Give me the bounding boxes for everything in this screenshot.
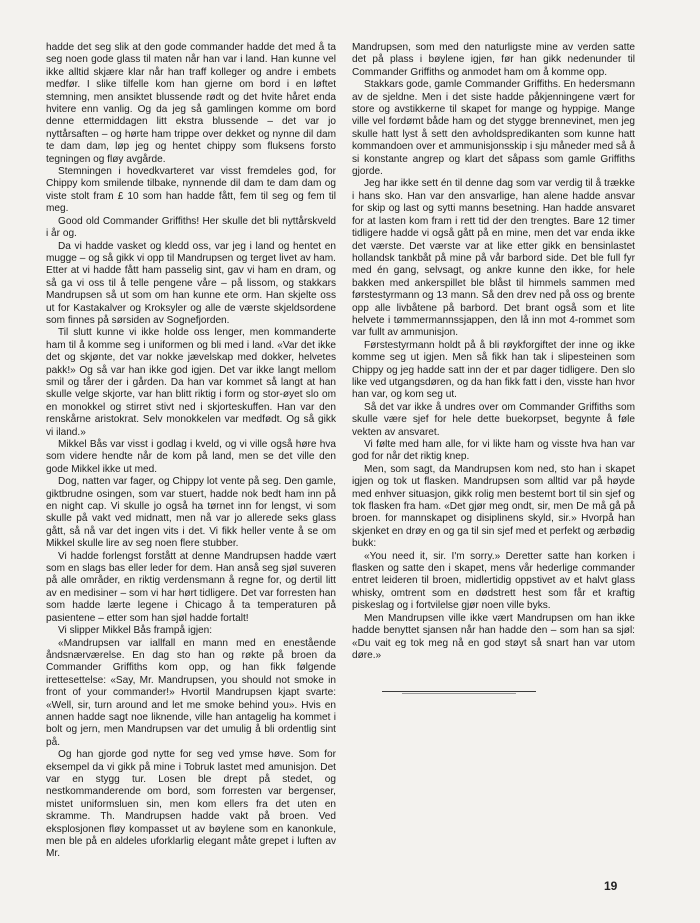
page-number: 19 (604, 879, 618, 893)
left-text-column (46, 42, 336, 861)
paragraph: Vi slipper Mikkel Bås frampå igjen: (58, 625, 213, 637)
paragraph: «Mandrupsen var iallfall en mann med en enestående åndsnærværelse. En dag sto han og røkte på broen da Commander Griffiths kom opp, og han fikk følgende irettesettelse: «Say, Mr. Mandrupsen, you should not smoke in front of your commander!» Hvortil Mandrupsen kjapt svarte: «Well, sir, turn around and let me smoke behind you». Hvis en annen hadde sagt noe liknende, ville han antagelig ha kommet i bolt og jern, men Mandrupsen var det umulig å bli ordentlig sint på. (46, 637, 336, 748)
paragraph: Da vi hadde vasket og kledd oss, var jeg i land og hentet en mugge – og så gikk vi opp til Mandrupsen og terget livet av ham. Etter at vi hadde fått ham passelig sint, gav vi ham en dram, og så ga vi oss til å telle pengene våre – på lissom, og stakkars Mandrupsen så ut som om han kunne ete orm. Han skjelte oss ut for Kastakalver og Kroksyler og alle de værste skjeldsordene som finnes på sørsiden av Sognefjorden. (46, 240, 336, 326)
paragraph: Jeg har ikke sett én til denne dag som var verdig til å trække i hans sko. Han var den ansvarlige, han alene hadde ansvar for skip og last og sytti manns besetning. Han hadde ansvaret for at lasten kom fram i rett tid der den trengtes. Bare 12 timer tidligere hadde vi også gått på en mine, men det var enda ikke det værste. Det værste var at like etter gikk en bensinlastet hollandsk tankbåt på mine på vår barbord side. Det ble full fyr med én gang, selvsagt, og ankre kunne den ikke, for hele bakken med ankerspillet ble blåst til himmels sammen med førstestyrmann og 13 mann. Så den drev ned på oss og brente opp alle livbåtene på barbord. Det brant også som et lite helvete i tømmermannssjappen, den lå inn mot 4-rommet som var fullt av ammunisjon. (352, 178, 635, 339)
paragraph: «You need it, sir. I'm sorry.» Deretter satte han korken i flasken og satte den i skapet, mens vår hederlige commander entret leideren til broen, midlertidig oppstivet av et halvt glass whisky, omtrent som en dødstrett hest som får et kraftig piskeslag og i fortvilelse gjør noen ville byks. (352, 550, 635, 612)
paragraph: Good old Commander Griffiths! Her skulle det bli nyttårskveld i år og. (46, 215, 336, 240)
paragraph: Men, som sagt, da Mandrupsen kom ned, sto han i skapet igjen og tok ut flasken. Mandrupsen som alltid var på høyde med enhver situasjon, gikk rolig men bestemt bort til sin sjef og tok flasken fra ham. «Det gjør meg ondt, sir, men De må gå på broen. for mannskapet og disiplinens skyld, sir.» Hvorpå han skjenket en drøy en og ga til sin sjef med et perfekt og ærbødig bukk: (352, 463, 635, 550)
paragraph: Og han gjorde god nytte for seg ved ymse høve. Som for eksempel da vi gikk på mine i Tobruk lastet med amunisjon. Det var en stygg tur. Losen ble drept på stedet, og nestkommanderende om bord, som forresten var bergenser, mistet uniformsluen sin, men kom ellers fra det uten en skramme. Th. Mandrupsen hadde vakt på broen. Ved eksplosjonen fløy kompasset ut av bøylene som en kanonkule, men ble på en aldeles uforklarlig elegant måte grepet i luften av Mr. (46, 749, 336, 860)
paragraph: Stakkars gode, gamle Commander Griffiths. En hedersmann av de sjeldne. Men i det siste hadde påkjenningene vært for store og avstikkerne til skapet for mange og hyppige. Mange ville vel fordømt både ham og det stygge brennevinet, men jeg skulle hatt lyst å sett den avholdspredikanten som kunne hatt kommandoen over et ammunisjonsskip i sju måneder med så å si konstante angrep og klart det såpass som gamle Griffiths gjorde. (352, 79, 635, 178)
paragraph: Mikkel Bås var visst i godlag i kveld, og vi ville også høre hva som videre hendte når de kom på land, men se det ville den gode Mikkel ikke ut med. (46, 439, 336, 475)
paragraph: Vi hadde forlengst forstått at denne Mandrupsen hadde vært som en slags bas eller leder for dem. Han anså seg sjøl suveren på alle områder, en riktig verdensmann å regne for, og dertil litt av en medisiner – som vi har hørt tidligere. Det var forresten han som hadde lærte legene i Chicago å ta temperaturen på pasientene – etter som han sjøl hadde fortalt! (46, 550, 336, 624)
paragraph: Vi følte med ham alle, for vi likte ham og visste hva han var god for når det riktig knep. (352, 439, 635, 463)
right-text-column (352, 42, 635, 662)
end-of-article-rule (382, 691, 536, 692)
paragraph: Så det var ikke å undres over om Commander Griffiths som skulle være sjef for hele dette buekorpset, begynte å føle vekten av ansvaret. (352, 401, 635, 438)
paragraph: Til slutt kunne vi ikke holde oss lenger, men kommanderte ham til å komme seg i uniformen og bli med i land. «Var det ikke det og skjønte, det var nokke jævelskap med dokker, helvetes pakk!» Og så var han ikke god igjen. Det var ikke langt mellom smil og tårer der i gården. Da han var kommet så langt at han skulle velge skjorte, var han blitt riktig i form og stor-øyet slo om en monokkel og stirret stivt ned i skjorteskuffen. Han var den renskårne aristokrat. Selv monokkelen var medfødt. Og så gikk vi iland.» (46, 327, 336, 438)
paragraph: Mandrupsen, som med den naturligste mine av verden satte det på plass i bøylene igjen, før han gikk nedenunder til Commander Griffiths og anmodet ham om å komme opp. (352, 42, 635, 78)
paragraph: Stemningen i hovedkvarteret var visst fremdeles god, for Chippy kom smilende tilbake, nynnende dil dam te dam dam og viste stolt fram £ 10 som han hadde fått, fem til seg og fem til meg. (46, 166, 336, 215)
paragraph: hadde det seg slik at den gode commander hadde det med å ta seg noen gode glass til maten når han var i land. Han kunne vel ikke alltid skjære klar når han traff kolleger og andre i embets medfør. I slike tilfelle kom han gjerne om bord i en løftet stemning, men ansiktet blussende rødt og det hvite håret enda hvitere enn vanlig. Og da jeg så gamlingen komme om bord denne ettermiddagen litt ekstra blussende – det var jo nyttårsaften – og hørte ham trippe over dekket og nynne dil dam te dam dam, løp jeg og hentet chippy som fluksens forsto tegningen og fløy avgårde. (46, 42, 336, 165)
paragraph: Førstestyrmann holdt på å bli røykforgiftet der inne og ikke komme seg ut igjen. Men så fikk han tak i slipesteinen som Chippy og jeg hadde satt inn der et par dager tidligere. Den slo like ved utgangsdøren, og da han fikk fatt i den, visste han hvor han var, og kom seg ut. (352, 339, 635, 401)
paragraph: Dog, natten var fager, og Chippy lot vente på seg. Den gamle, giktbrudne osingen, som var stuert, hadde nok bedt ham inn på en night cap. Vi skulle jo også ha tørnet inn for lengst, vi som skulle på vakt ved midnatt, men nå var jo allerede seks glass gått, så nå var det ingen vits i det. Vi fikk heller vente å se om Mikkel skulle lire av seg noen flere stubber. (46, 476, 336, 550)
paragraph: Men Mandrupsen ville ikke vært Mandrupsen om han ikke hadde benyttet sjansen når han hadde den – som han sa sjøl: «Du vait eg tok meg nå en god støyt så snart han var utom døre.» (352, 612, 635, 661)
